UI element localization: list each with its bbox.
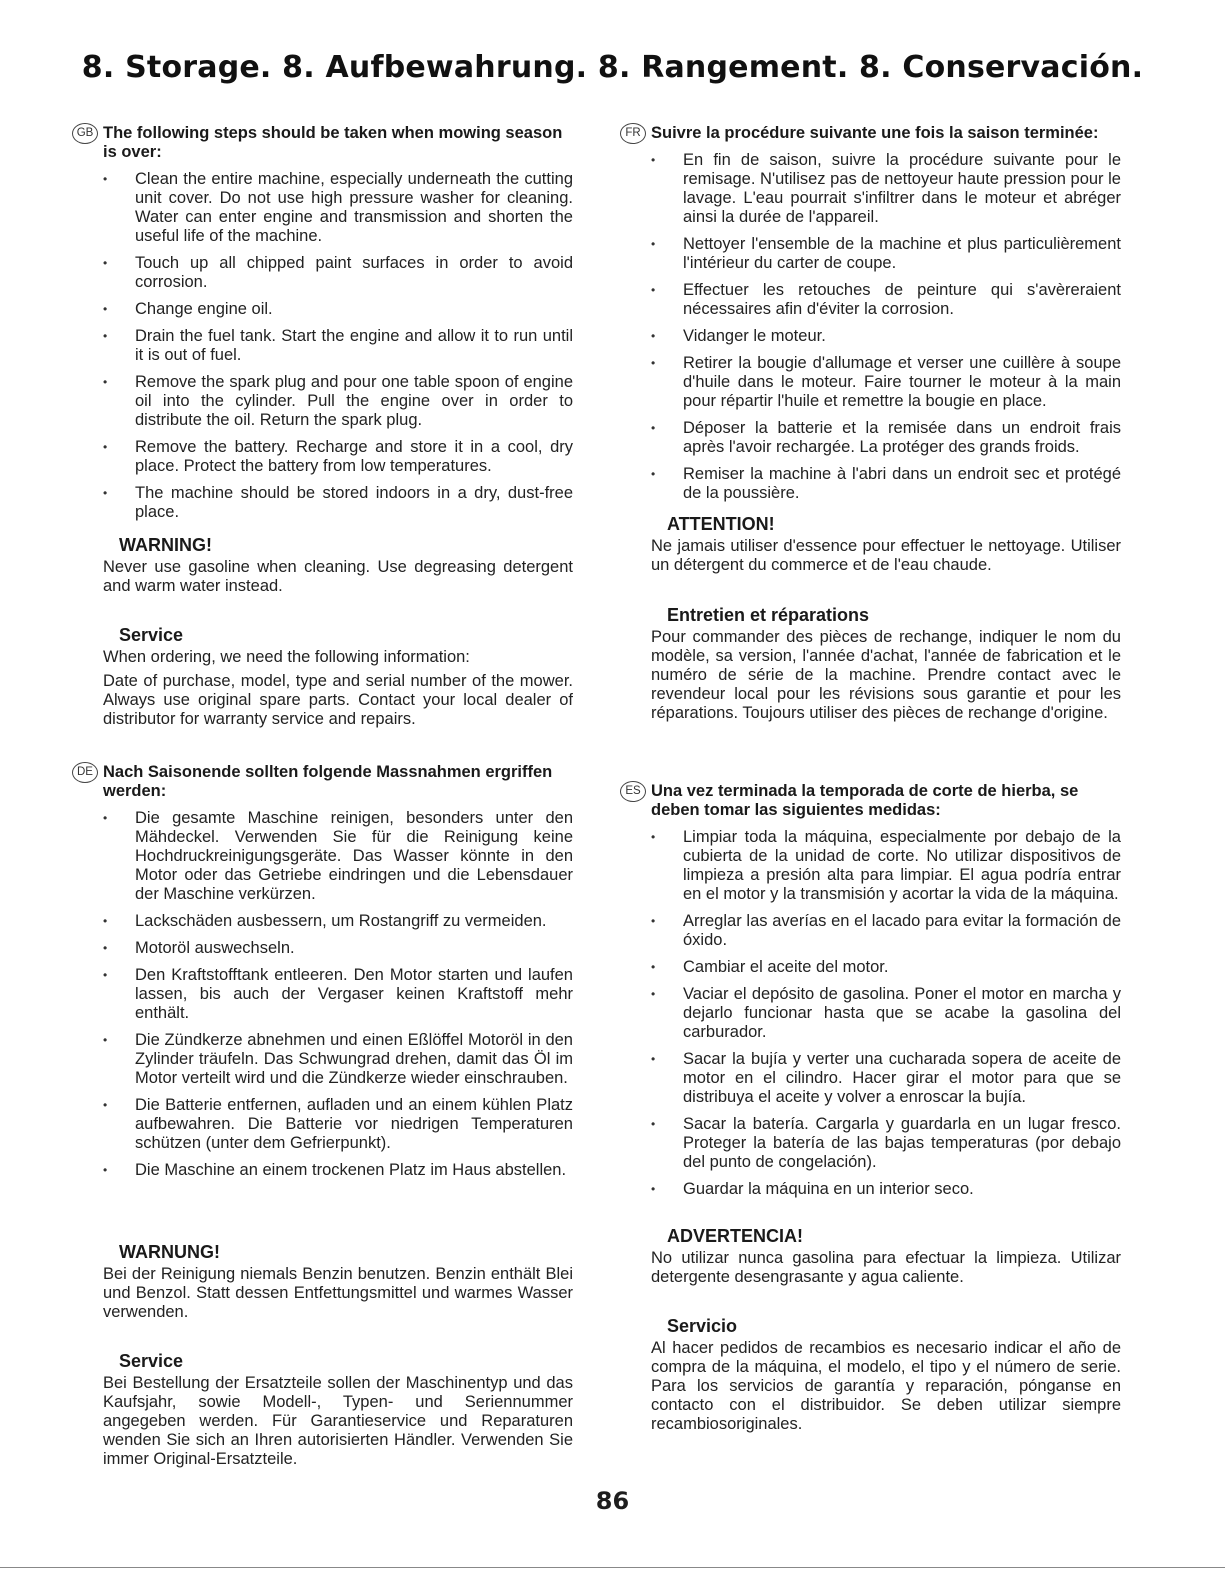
fr-service-p1: Pour commander des pièces de rechange, indiquer le nom du modèle, sa version, l'année d'achat, l'année de fabrication et le numéro de série de la machine. Prendre contact avec le revendeur local pour les révisions sous garantie et pour les réparations. Toujours utiliser des pièces de rechange d'origine. bbox=[651, 628, 1121, 722]
gb-service bbox=[103, 625, 573, 734]
list-item: • Den Kraftstofftank entleeren. Den Motor starten und laufen lassen, bis auch der Vergaser keinen Kraftstoff mehr enthält. bbox=[103, 966, 573, 1023]
list-item: • Limpiar toda la máquina, especialmente por debajo de la cubierta de la unidad de corte. No utilizar dispositivos de limpieza a presión alta para limpiar. El agua podría entrar en el motor y la transmisión y acortar la vida de la máquina. bbox=[651, 828, 1121, 904]
de-warning bbox=[103, 1242, 573, 1327]
de-service bbox=[103, 1351, 573, 1474]
de-heading bbox=[77, 763, 573, 801]
list-item: • Effectuer les retouches de peinture qui s'avèreraient nécessaires afin d'éviter la corrosion. bbox=[651, 281, 1121, 319]
es-heading bbox=[625, 782, 1121, 820]
gb-warning-title: WARNING! bbox=[119, 535, 212, 555]
gb-service-p1: When ordering, we need the following information: bbox=[103, 648, 470, 666]
gb-heading-text: The following steps should be taken when mowing season is over: bbox=[103, 124, 563, 161]
list-item: • Retirer la bougie d'allumage et verser une cuillère à soupe d'huile dans le moteur. Faire tourner le moteur à la main pour répartir l'huile et remettre la bougie en place. bbox=[651, 354, 1121, 411]
gb-heading bbox=[76, 124, 573, 162]
es-warning bbox=[651, 1226, 1121, 1292]
es-service-p1: Al hacer pedidos de recambios es necesario indicar el año de compra de la máquina, el modelo, el tipo y el número de serie. Para los servicios de garantía y reparación, pónganse en contacto con el distribuidor. Se deben utilizar siempre recambiosoriginales. bbox=[651, 1339, 1121, 1433]
page-title: 8. Storage. 8. Aufbewahrung. 8. Rangement. 8. Conservación. bbox=[81, 50, 1144, 85]
es-warning-text: No utilizar nunca gasolina para efectuar la limpieza. Utilizar detergente desengrasante y agua caliente. bbox=[651, 1249, 1121, 1286]
gb-language-badge-icon: GB bbox=[72, 123, 98, 144]
de-service-p1: Bei Bestellung der Ersatzteile sollen der Maschinentyp und das Kaufsjahr, sowie Modell-, Typen- und Seriennummer angegeben werden. Für Garantieservice und Reparaturen wenden Sie sich an Ihren autorisierten Händler. Verwenden Sie immer Original-Ersatzteile. bbox=[103, 1374, 573, 1468]
de-service-title: Service bbox=[119, 1351, 184, 1371]
list-item: • Drain the fuel tank. Start the engine and allow it to run until it is out of fuel. bbox=[103, 327, 573, 365]
list-item: • Vidanger le moteur. bbox=[651, 327, 1121, 346]
fr-warning bbox=[651, 514, 1121, 580]
de-steps-list bbox=[103, 809, 573, 1180]
fr-warning-title: ATTENTION! bbox=[667, 514, 775, 534]
list-item: • Sacar la batería. Cargarla y guardarla en un lugar fresco. Proteger la batería de las bajas temperaturas (por debajo del punto de congelación). bbox=[651, 1115, 1121, 1172]
fr-heading bbox=[625, 124, 1121, 143]
list-item: • Lackschäden ausbessern, um Rostangriff zu vermeiden. bbox=[103, 912, 573, 931]
de-heading-text: Nach Saisonende sollten folgende Massnahmen ergriffen werden: bbox=[103, 763, 553, 800]
list-item: • Nettoyer l'ensemble de la machine et plus particulièrement l'intérieur du carter de coupe. bbox=[651, 235, 1121, 273]
list-item: • Remove the battery. Recharge and store it in a cool, dry place. Protect the battery from low temperatures. bbox=[103, 438, 573, 476]
list-item: • Die gesamte Maschine reinigen, besonders unter den Mähdeckel. Verwenden Sie für die Reinigung keine Hochdruckreinigungsgeräte. Das Wasser könnte in den Motor oder das Getriebe eindringen und die Lebensdauer der Maschine verkürzen. bbox=[103, 809, 573, 904]
list-item: • Arreglar las averías en el lacado para evitar la formación de óxido. bbox=[651, 912, 1121, 950]
fr-heading-text: Suivre la procédure suivante une fois la saison terminée: bbox=[651, 124, 1099, 142]
fr-service bbox=[651, 605, 1121, 728]
gb-steps-list bbox=[103, 170, 573, 522]
gb-service-p2: Date of purchase, model, type and serial number of the mower. Always use original spare parts. Contact your local dealer of distributor for warranty service and repairs. bbox=[103, 672, 573, 728]
list-item: • Cambiar el aceite del motor. bbox=[651, 958, 1121, 977]
list-item: • Die Batterie entfernen, aufladen und an einem kühlen Platz aufbewahren. Die Batterie vor niedrigen Temperaturen schützen (unter dem Gefrierpunkt). bbox=[103, 1096, 573, 1153]
section-fr bbox=[625, 124, 1121, 511]
gb-warning bbox=[103, 535, 573, 601]
es-heading-text: Una vez terminada la temporada de corte de hierba, se deben tomar las siguientes medidas: bbox=[651, 782, 1079, 819]
fr-warning-text: Ne jamais utiliser d'essence pour effectuer le nettoyage. Utiliser un détergent du commerce et de l'eau chaude. bbox=[651, 537, 1121, 574]
list-item: • Change engine oil. bbox=[103, 300, 573, 319]
list-item: • Remove the spark plug and pour one table spoon of engine oil into the cylinder. Pull the engine over in order to distribute the oil. Return the spark plug. bbox=[103, 373, 573, 430]
fr-steps-list bbox=[651, 151, 1121, 503]
es-language-badge-icon: ES bbox=[620, 781, 646, 802]
section-es bbox=[625, 782, 1121, 1207]
page-number: 86 bbox=[595, 1487, 630, 1515]
list-item: • The machine should be stored indoors in a dry, dust-free place. bbox=[103, 484, 573, 522]
de-warning-title: WARNUNG! bbox=[119, 1242, 220, 1262]
list-item: • Die Maschine an einem trockenen Platz im Haus abstellen. bbox=[103, 1161, 573, 1180]
gb-warning-text: Never use gasoline when cleaning. Use degreasing detergent and warm water instead. bbox=[103, 558, 573, 595]
list-item: • Vaciar el depósito de gasolina. Poner el motor en marcha y dejarlo funcionar hasta que se acabe la gasolina del carburador. bbox=[651, 985, 1121, 1042]
es-steps-list bbox=[651, 828, 1121, 1199]
de-language-badge-icon: DE bbox=[72, 762, 98, 783]
es-warning-title: ADVERTENCIA! bbox=[667, 1226, 804, 1246]
list-item: • Déposer la batterie et la remisée dans un endroit frais après l'avoir rechargée. La protéger des grands froids. bbox=[651, 419, 1121, 457]
list-item: • En fin de saison, suivre la procédure suivante pour le remisage. N'utilisez pas de nettoyeur haute pression pour le lavage. L'eau pourrait s'infiltrer dans le moteur et abréger ainsi la durée de l'appareil. bbox=[651, 151, 1121, 227]
section-de bbox=[77, 763, 573, 1188]
list-item: • Remiser la machine à l'abri dans un endroit sec et protégé de la poussière. bbox=[651, 465, 1121, 503]
es-service-title: Servicio bbox=[667, 1316, 738, 1336]
section-gb bbox=[76, 124, 573, 530]
bottom-divider bbox=[0, 1567, 1225, 1568]
fr-service-title: Entretien et réparations bbox=[667, 605, 870, 625]
fr-language-badge-icon: FR bbox=[620, 123, 646, 144]
list-item: • Motoröl auswechseln. bbox=[103, 939, 573, 958]
de-warning-text: Bei der Reinigung niemals Benzin benutzen. Benzin enthält Blei und Benzol. Statt dessen Entfettungsmittel und warmes Wasser verwenden. bbox=[103, 1265, 573, 1321]
list-item: • Clean the entire machine, especially underneath the cutting unit cover. Do not use high pressure washer for cleaning. Water can enter engine and transmission and shorten the useful life of the machine. bbox=[103, 170, 573, 246]
gb-service-title: Service bbox=[119, 625, 184, 645]
list-item: • Die Zündkerze abnehmen und einen Eßlöffel Motoröl in den Zylinder träufeln. Das Schwungrad drehen, damit das Öl im Motor verteilt wird und die Zündkerze wieder einschrauben. bbox=[103, 1031, 573, 1088]
es-service bbox=[651, 1316, 1121, 1439]
list-item: • Guardar la máquina en un interior seco. bbox=[651, 1180, 1121, 1199]
list-item: • Sacar la bujía y verter una cucharada sopera de aceite de motor en el cilindro. Hacer girar el motor para que se distribuya el aceite y volver a enroscar la bujía. bbox=[651, 1050, 1121, 1107]
list-item: • Touch up all chipped paint surfaces in order to avoid corrosion. bbox=[103, 254, 573, 292]
